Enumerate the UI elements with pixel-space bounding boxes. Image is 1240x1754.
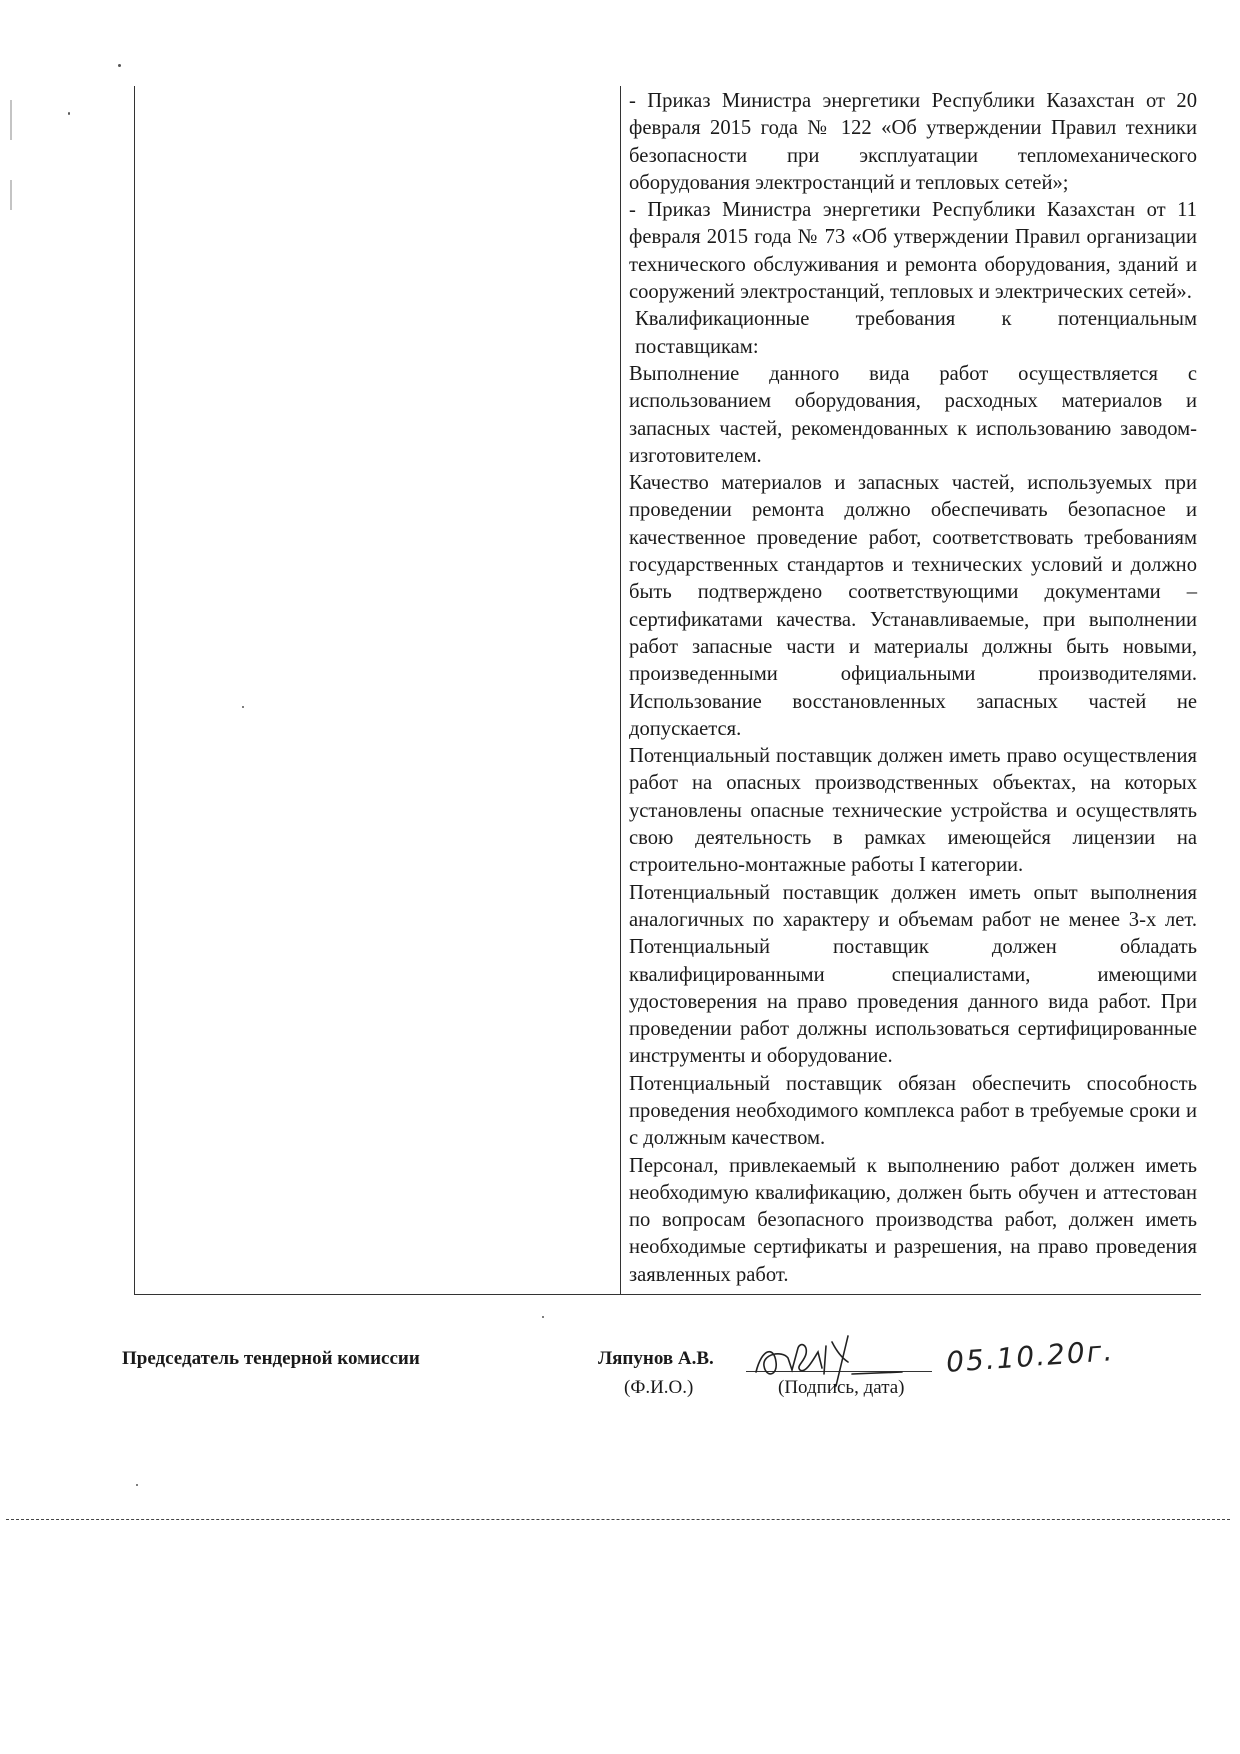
requirements-cell — [629, 88, 1197, 1289]
paragraph-qualification-heading: Квалификационные требования к потенциальным поставщикам: — [635, 308, 1197, 358]
chairman-name: Ляпунов А.В. — [598, 1348, 714, 1369]
paragraph-capability: Потенциальный поставщик обязан обеспечить способность проведения необходимого комплекса работ в требуемые сроки и с должным качеством. — [629, 1072, 1197, 1150]
chairman-label: Председатель тендерной комиссии — [122, 1348, 420, 1369]
scan-speck — [10, 180, 12, 210]
scan-speck — [68, 112, 70, 115]
table-column-divider — [620, 86, 621, 1294]
paragraph-license: Потенциальный поставщик должен иметь право осуществления работ на опасных производственных объектах, на которых установлены опасные технические устройства и осуществлять свою деятельность в рамках имеющейся лицензии на строительно-монтажные работы I категории. — [629, 745, 1197, 877]
paragraph-quality: Качество материалов и запасных частей, используемых при проведении ремонта должно обеспечивать безопасное и качественное проведение работ, соответствовать требованиям государственных стандартов и технических условий и должно быть подтверждено соответствующими документами – сертификатами качества. Устанавливаемые, при выполнении работ запасные части и материалы должны быть новыми, произведенными официальными производителями. Использование восстановленных запасных частей не допускается. — [629, 472, 1197, 740]
paragraph-order-73: - Приказ Министра энергетики Республики Казахстан от 11 февраля 2015 года № 73 «Об утверждении Правил организации технического обслуживания и ремонта оборудования, зданий и сооружений электростанций, тепловых и электрических сетей». — [629, 199, 1197, 304]
scan-speck — [118, 64, 121, 67]
handwritten-date: 05.10.20г. — [945, 1334, 1116, 1379]
scan-speck — [136, 1484, 138, 1486]
paragraph-equipment: Выполнение данного вида работ осуществляется с использованием оборудования, расходных материалов и запасных частей, рекомендованных к использованию заводом-изготовителем. — [629, 362, 1197, 467]
paragraph-personnel: Персонал, привлекаемый к выполнению работ должен иметь необходимую квалификацию, должен быть обучен и аттестован по вопросам безопасного производства работ, должен иметь необходимые сертификаты и разрешения, на право проведения заявленных работ. — [629, 1154, 1197, 1286]
scan-speck — [10, 100, 12, 140]
paragraph-order-122: - Приказ Министра энергетики Республики Казахстан от 20 февраля 2015 года № 122 «Об утверждении Правил техники безопасности при эксплуатации тепломеханического оборудования электростанций и тепловых сетей»; — [629, 90, 1197, 194]
scan-speck — [242, 706, 244, 708]
scan-speck — [542, 1316, 544, 1318]
dashed-separator — [6, 1519, 1230, 1520]
paragraph-experience: Потенциальный поставщик должен иметь опыт выполнения аналогичных по характеру и объемам работ не менее 3-х лет. Потенциальный поставщик должен обладать квалифицированными специалистами, имеющими удостоверения на право проведения данного вида работ. При проведении работ должны использоваться сертифицированные инструменты и оборудование. — [629, 881, 1197, 1068]
caption-fio: (Ф.И.О.) — [624, 1377, 694, 1398]
caption-signature-date: (Подпись, дата) — [778, 1377, 905, 1398]
